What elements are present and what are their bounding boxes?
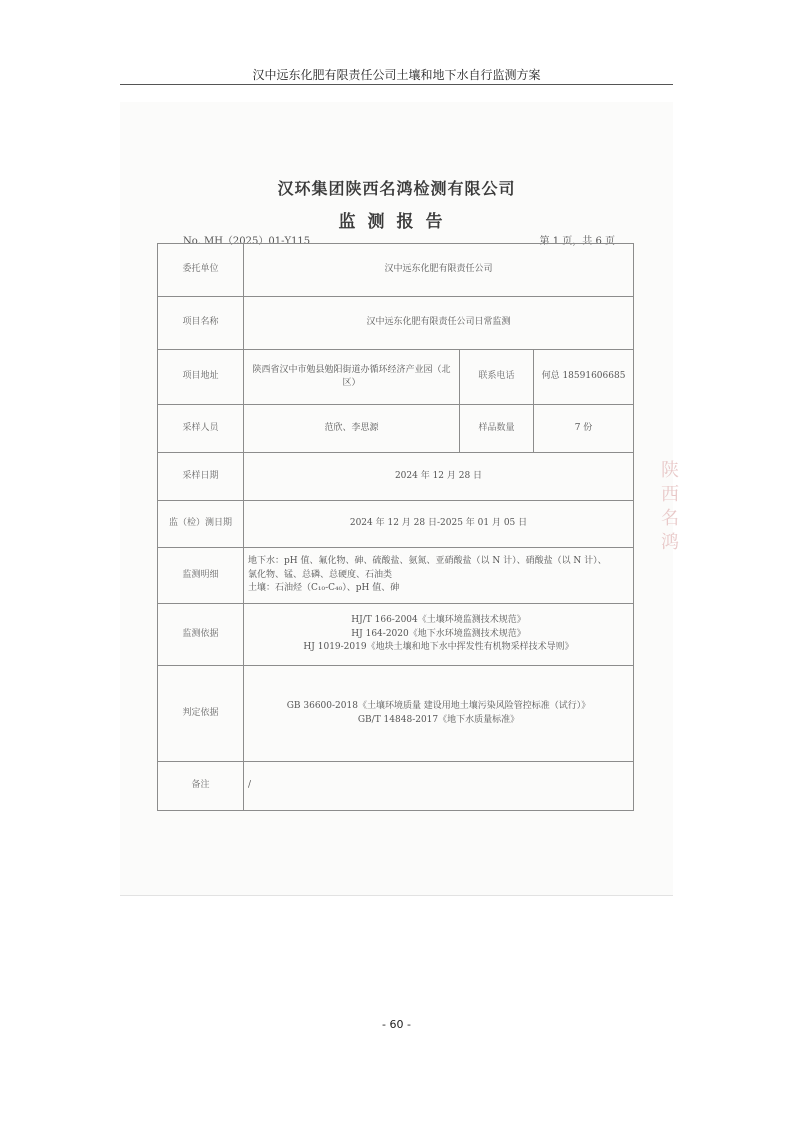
- test-date-value: 2024 年 12 月 28 日-2025 年 01 月 05 日: [244, 501, 634, 548]
- sample-count-label: 样品数量: [460, 405, 534, 453]
- report-title: 监测报告: [338, 212, 455, 232]
- sampler-value: 范欣、李思源: [244, 405, 460, 453]
- table-row-address: [158, 350, 634, 405]
- sampling-date-value: 2024 年 12 月 28 日: [244, 453, 634, 501]
- address-label: 项目地址: [158, 350, 244, 405]
- remarks-value: /: [244, 762, 634, 811]
- client-value: 汉中远东化肥有限责任公司: [244, 244, 634, 297]
- sampler-label: 采样人员: [158, 405, 244, 453]
- basis-line: HJ 1019-2019《地块土壤和地下水中挥发性有机物采样技术导则》: [303, 642, 574, 653]
- company-name: 汉环集团陕西名鸿检测有限公司: [277, 179, 516, 198]
- items-label: 监测明细: [158, 548, 244, 604]
- page-header: 汉中远东化肥有限责任公司土壤和地下水自行监测方案: [252, 68, 541, 82]
- items-value: [244, 548, 634, 604]
- basis-value: [244, 604, 634, 666]
- report-number: No. MH（2025）01-Y115: [183, 236, 311, 247]
- address-value: 陕西省汉中市勉县勉阳街道办循环经济产业园（北区）: [244, 350, 460, 405]
- items-line: 地下水：pH 值、氟化物、砷、硫酸盐、氨氮、亚硝酸盐（以 N 计）、硝酸盐（以 N 计）、: [248, 556, 607, 567]
- header-divider: [120, 84, 673, 85]
- table-row-test-date: [158, 501, 634, 548]
- remarks-label: 备注: [158, 762, 244, 811]
- judgement-line: GB 36600-2018《土壤环境质量 建设用地土壤污染风险管控标准（试行）》: [286, 701, 591, 711]
- judgement-value: [244, 666, 634, 762]
- table-row-sampling-date: [158, 453, 634, 501]
- test-date-label: 监（检）测日期: [158, 501, 244, 548]
- report-page-count: 第 1 页，共 6 页: [539, 236, 615, 247]
- table-row-remarks: [158, 762, 634, 811]
- report-info-table: [157, 243, 634, 811]
- sampling-date-label: 采样日期: [158, 453, 244, 501]
- project-name-label: 项目名称: [158, 297, 244, 350]
- table-row-judgement: [158, 666, 634, 762]
- phone-label: 联系电话: [460, 350, 534, 405]
- page-number: - 60 -: [382, 1018, 411, 1031]
- items-line: 土壤：石油烃（C₁₀-C₄₀）、pH 值、砷: [248, 583, 400, 594]
- scan-bottom-divider: [120, 895, 673, 896]
- table-row-client: [158, 244, 634, 297]
- basis-line: HJ/T 166-2004《土壤环境监测技术规范》: [351, 615, 526, 626]
- table-row-items: [158, 548, 634, 604]
- sample-count-value: 7 份: [534, 405, 634, 453]
- stamp-mark: 陕西名鸿: [658, 460, 679, 556]
- table-row-sampler: [158, 405, 634, 453]
- table-row-basis: [158, 604, 634, 666]
- client-label: 委托单位: [158, 244, 244, 297]
- judgement-label: 判定依据: [158, 666, 244, 762]
- project-name-value: 汉中远东化肥有限责任公司日常监测: [244, 297, 634, 350]
- phone-value: 何总 18591606685: [534, 350, 634, 405]
- judgement-line: GB/T 14848-2017《地下水质量标准》: [357, 714, 520, 725]
- basis-line: HJ 164-2020《地下水环境监测技术规范》: [351, 628, 526, 639]
- items-line: 氯化物、锰、总磷、总硬度、石油类: [248, 569, 393, 580]
- table-row-project-name: [158, 297, 634, 350]
- basis-label: 监测依据: [158, 604, 244, 666]
